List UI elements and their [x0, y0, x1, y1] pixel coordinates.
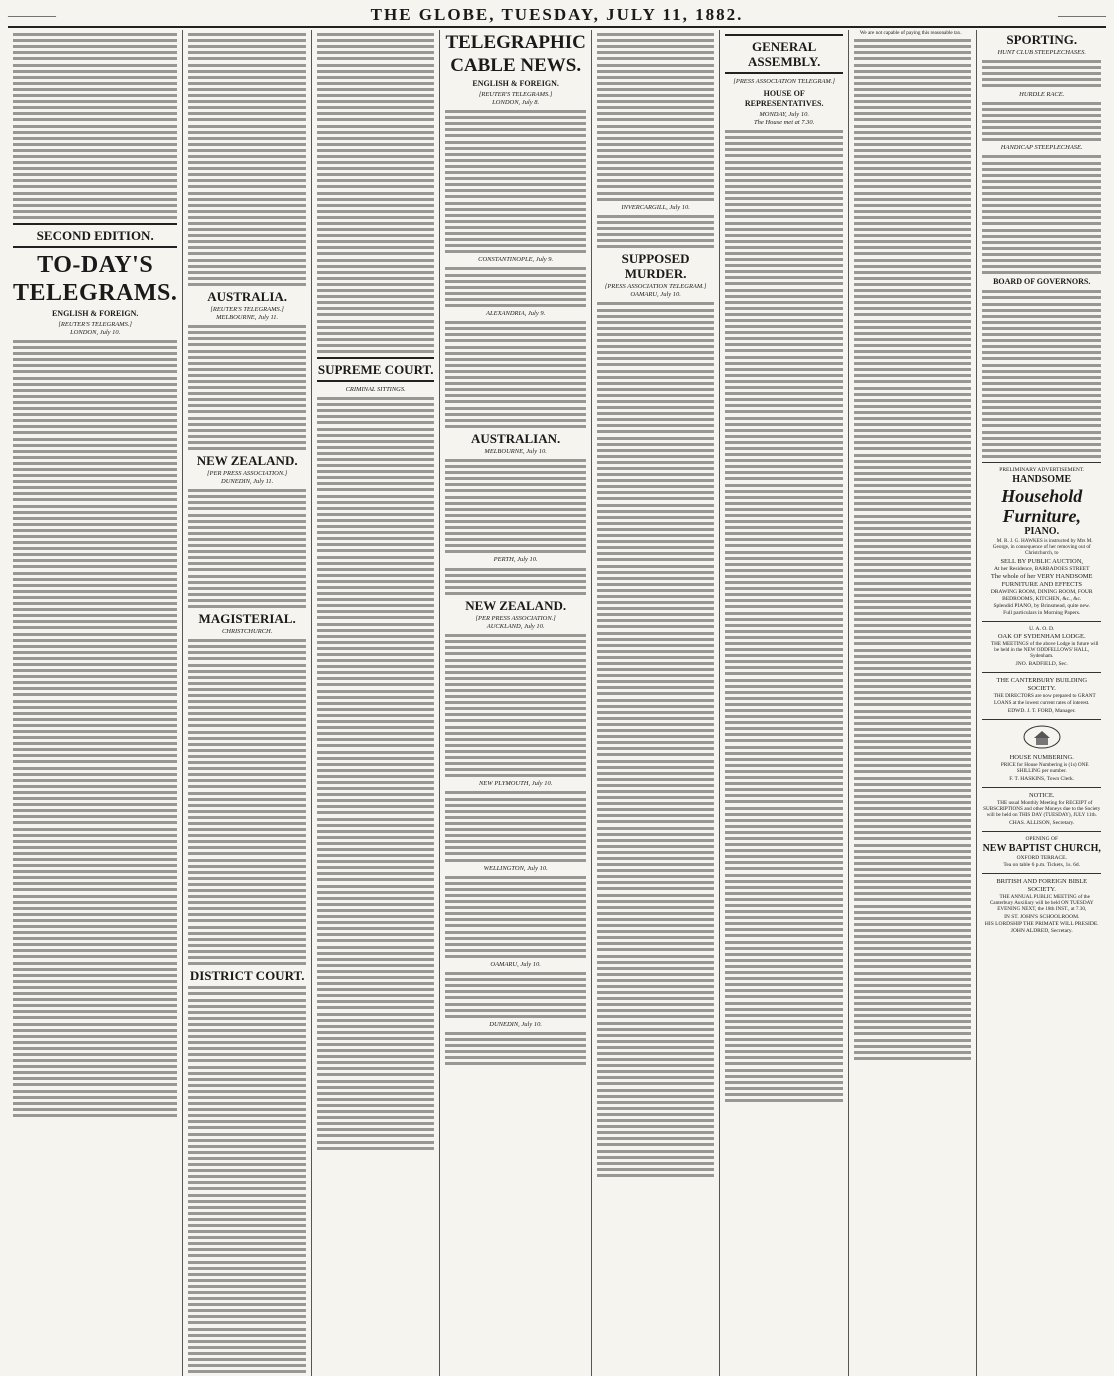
columns — [8, 30, 1106, 1358]
race-entries — [982, 102, 1101, 142]
new-plymouth-dateline: NEW PLYMOUTH, July 10. — [478, 780, 553, 788]
ad-furniture-effects: The whole of her VERY HANDSOME FURNITURE AND EFFECTS — [990, 573, 1093, 589]
supposed-murder-heading: SUPPOSED MURDER. — [621, 251, 690, 282]
bible-society-secretary: JOHN ALDRED, Secretary. — [1010, 928, 1073, 935]
text-block — [982, 290, 1101, 458]
furniture-advertisement — [982, 467, 1101, 617]
masthead-rule-left: ———— — [8, 7, 56, 22]
australia-heading: AUSTRALIA. — [207, 289, 288, 305]
masthead — [8, 4, 1106, 28]
auckland-dateline: AUCKLAND, July 10. — [486, 623, 545, 631]
text-block — [317, 33, 435, 353]
church-name: NEW BAPTIST CHURCH, — [982, 843, 1101, 855]
criminal-sittings-subhead: CRIMINAL SITTINGS. — [345, 385, 406, 393]
column-2 — [183, 30, 312, 1376]
text-block — [13, 33, 177, 219]
melbourne-dateline: MELBOURNE, July 10. — [484, 447, 547, 455]
text-block — [445, 634, 585, 777]
magisterial-heading: MAGISTERIAL. — [198, 611, 296, 627]
reuters-credit: [REUTER'S TELEGRAMS.] — [58, 320, 132, 328]
text-block — [982, 60, 1101, 87]
text-block — [188, 489, 306, 608]
text-block — [445, 1032, 585, 1065]
supreme-court-heading: SUPREME COURT. — [317, 357, 435, 382]
notice-secretary: CHAS. ALLISON, Secretary. — [1009, 820, 1075, 827]
telegraphic-heading: TELEGRAPHIC — [445, 32, 586, 53]
text-block — [13, 340, 177, 1117]
oamaru-dateline: OAMARU, July 10. — [490, 961, 541, 968]
column-6 — [720, 30, 849, 1376]
ad-handsome: HANDSOME — [1012, 473, 1072, 485]
race-2-title: HANDICAP STEEPLECHASE. — [1000, 144, 1083, 152]
divider — [982, 787, 1101, 788]
ad-piano-detail: Splendid PIANO, by Brinsmead, quite new. — [993, 603, 1090, 610]
lodge-name: OAK OF SYDENHAM LODGE. — [997, 633, 1086, 641]
column-5 — [592, 30, 721, 1376]
house-numbering-body: PRICE for House Numbering is (1s) ONE SHILLING per number. — [1000, 761, 1089, 774]
town-clerk: F. T. HASKINS, Town Clerk. — [1009, 775, 1075, 782]
lodge-secretary: JNO. BADFIELD, Sec. — [1015, 661, 1068, 668]
lodge-advertisement — [982, 626, 1101, 668]
building-society-name: THE CANTERBURY BUILDING SOCIETY. — [996, 677, 1088, 693]
ad-piano: PIANO. — [1024, 525, 1060, 537]
ad-particulars: Full particulars in Morning Papers. — [1003, 610, 1081, 617]
continuation-text: We are not capable of paying this reasonable tax. — [859, 30, 962, 36]
text-block — [188, 33, 306, 286]
cable-news-heading: CABLE NEWS. — [450, 55, 582, 76]
divider — [982, 873, 1101, 874]
london-dateline: LONDON, July 10. — [70, 328, 121, 336]
assembly-date: MONDAY, July 10. — [759, 111, 809, 118]
alexandria-dateline: ALEXANDRIA, July 9. — [486, 310, 546, 318]
notice-advertisement — [982, 792, 1101, 827]
column-7 — [849, 30, 978, 1376]
text-block — [445, 568, 585, 595]
masthead-rule-right: ———— — [1057, 7, 1106, 22]
text-block — [188, 325, 306, 450]
church-tickets: Tea on table 6 p.m. Tickets, 1s. 6d. — [1003, 862, 1081, 869]
text-block — [445, 972, 585, 1018]
todays-heading: TO-DAY'S — [37, 251, 154, 278]
board-of-governors-heading: BOARD OF GOVERNORS. — [993, 277, 1091, 287]
reuters-credit: [REUTER'S TELEGRAMS.] — [478, 91, 553, 98]
divider — [982, 462, 1101, 463]
text-block — [188, 986, 306, 1373]
house-numbering-title: HOUSE NUMBERING. — [1009, 753, 1074, 761]
text-block — [445, 459, 585, 553]
ad-preliminary: PRELIMINARY ADVERTISEMENT. — [999, 466, 1085, 473]
text-block — [445, 110, 585, 253]
column-4 — [440, 30, 591, 1376]
new-zealand-heading: NEW ZEALAND. — [465, 598, 567, 614]
lodge-order: U. A. O. D. — [1029, 626, 1055, 633]
baptist-church-advertisement — [982, 836, 1101, 869]
dunedin-dateline: DUNEDIN, July 11. — [221, 478, 274, 486]
text-block — [597, 33, 715, 201]
dunedin-dateline: DUNEDIN, July 10. — [489, 1020, 542, 1028]
bible-society-name: BRITISH AND FOREIGN BIBLE SOCIETY. — [996, 878, 1088, 894]
second-edition-heading: SECOND EDITION. — [13, 223, 177, 248]
steeplechases-subhead: HUNT CLUB STEEPLECHASES. — [997, 49, 1086, 56]
text-block — [854, 39, 972, 1060]
lodge-body: THE MEETINGS of the above Lodge in future will be held in the NEW ODDFELLOWS' HALL, Sydenham. — [990, 641, 1099, 660]
column-1 — [8, 30, 183, 1376]
church-location: OXFORD TERRACE. — [1016, 855, 1067, 862]
text-block — [445, 267, 585, 307]
ad-sell-auction: SELL BY PUBLIC AUCTION, — [1000, 558, 1084, 566]
english-foreign-subhead: ENGLISH & FOREIGN. — [472, 79, 559, 88]
bible-society-body: THE ANNUAL PUBLIC MEETING of the Canterbury Auxiliary will be held ON TUESDAY EVENING NEXT, the 18th INST., at 7.30, — [989, 894, 1094, 913]
nz-credit: [PER PRESS ASSOCIATION.] — [475, 615, 556, 623]
district-court-heading: DISTRICT COURT. — [189, 968, 305, 984]
ad-residence: At her Residence, BARBADOES STREET — [993, 566, 1090, 573]
nz-credit: [PER PRESS ASSOCIATION.] — [206, 470, 288, 478]
notice-title: NOTICE. — [1028, 791, 1055, 799]
perth-dateline: PERTH, July 10. — [493, 556, 538, 564]
text-block — [445, 876, 585, 958]
ad-household-furniture: Household Furniture, — [1001, 485, 1083, 526]
invercargill-dateline: INVERCARGILL, July 10. — [621, 203, 690, 211]
london-dateline: LONDON, July 8. — [492, 99, 540, 106]
ad-auctioneer-text: M. R. J. G. HAWKES is instructed by Mrs M. George, in consequence of her removing out of Christchurch, to — [992, 537, 1093, 557]
constantinople-dateline: CONSTANTINOPLE, July 9. — [478, 256, 554, 264]
text-block — [597, 215, 715, 248]
divider — [982, 831, 1101, 832]
house-emblem-icon — [1022, 724, 1062, 750]
race-entries — [982, 155, 1101, 274]
wellington-dateline: WELLINGTON, July 10. — [483, 864, 548, 872]
murder-credit: [PRESS ASSOCIATION TELEGRAM.] — [604, 283, 707, 291]
house-numbering-advertisement — [982, 724, 1101, 783]
assembly-time: The House met at 7.30. — [754, 119, 815, 126]
text-block — [188, 639, 306, 965]
text-block — [725, 130, 843, 1102]
masthead-title: THE GLOBE, TUESDAY, JULY 11, 1882. — [370, 5, 744, 24]
column-3 — [312, 30, 441, 1376]
column-8 — [977, 30, 1106, 1376]
bible-society-presides: HIS LORDSHIP THE PRIMATE WILL PRESIDE. — [984, 921, 1099, 928]
australian-heading: AUSTRALIAN. — [471, 430, 561, 446]
race-1-title: HURDLE RACE. — [1019, 90, 1065, 98]
sporting-heading: SPORTING. — [1006, 32, 1078, 47]
building-society-advertisement — [982, 677, 1101, 714]
divider — [982, 621, 1101, 622]
australia-credit: [REUTER'S TELEGRAMS.] — [210, 306, 284, 314]
bible-society-advertisement — [982, 878, 1101, 935]
text-block — [445, 791, 585, 861]
house-of-representatives-subhead: HOUSE OF REPRESENTATIVES. — [744, 89, 824, 108]
assembly-credit: [PRESS ASSOCIATION TELEGRAM.] — [733, 78, 835, 85]
bible-society-venue: IN ST. JOHN'S SCHOOLROOM. — [1004, 914, 1080, 921]
text-block — [445, 321, 585, 428]
oamaru-dateline: OAMARU, July 10. — [630, 291, 681, 299]
new-zealand-heading: NEW ZEALAND. — [196, 453, 298, 469]
english-foreign-subhead: ENGLISH & FOREIGN. — [51, 308, 139, 318]
ad-rooms: DRAWING ROOM, DINING ROOM, FOUR BEDROOMS, KITCHEN, &c., &c. — [990, 589, 1093, 603]
building-society-manager: EDWD. J. T. FORD, Manager. — [1007, 707, 1076, 714]
christchurch-subhead: CHRISTCHURCH. — [221, 628, 273, 636]
text-block — [317, 397, 435, 1150]
general-assembly-heading: GENERAL ASSEMBLY. — [725, 34, 843, 74]
notice-body: THE usual Monthly Meeting for RECEIPT of SUBSCRIPTIONS and other Moneys due to the Society will be held on THIS DAY (TUESDAY), JULY 11th. — [983, 799, 1101, 819]
divider — [982, 719, 1101, 720]
building-society-body: THE DIRECTORS are now prepared to GRANT LOANS at the lowest current rates of interest. — [993, 693, 1096, 706]
telegrams-heading: TELEGRAMS. — [13, 279, 178, 306]
divider — [982, 672, 1101, 673]
text-block — [597, 302, 715, 1176]
church-opening: OPENING OF — [1025, 836, 1058, 843]
melbourne-dateline: MELBOURNE, July 11. — [216, 314, 279, 322]
